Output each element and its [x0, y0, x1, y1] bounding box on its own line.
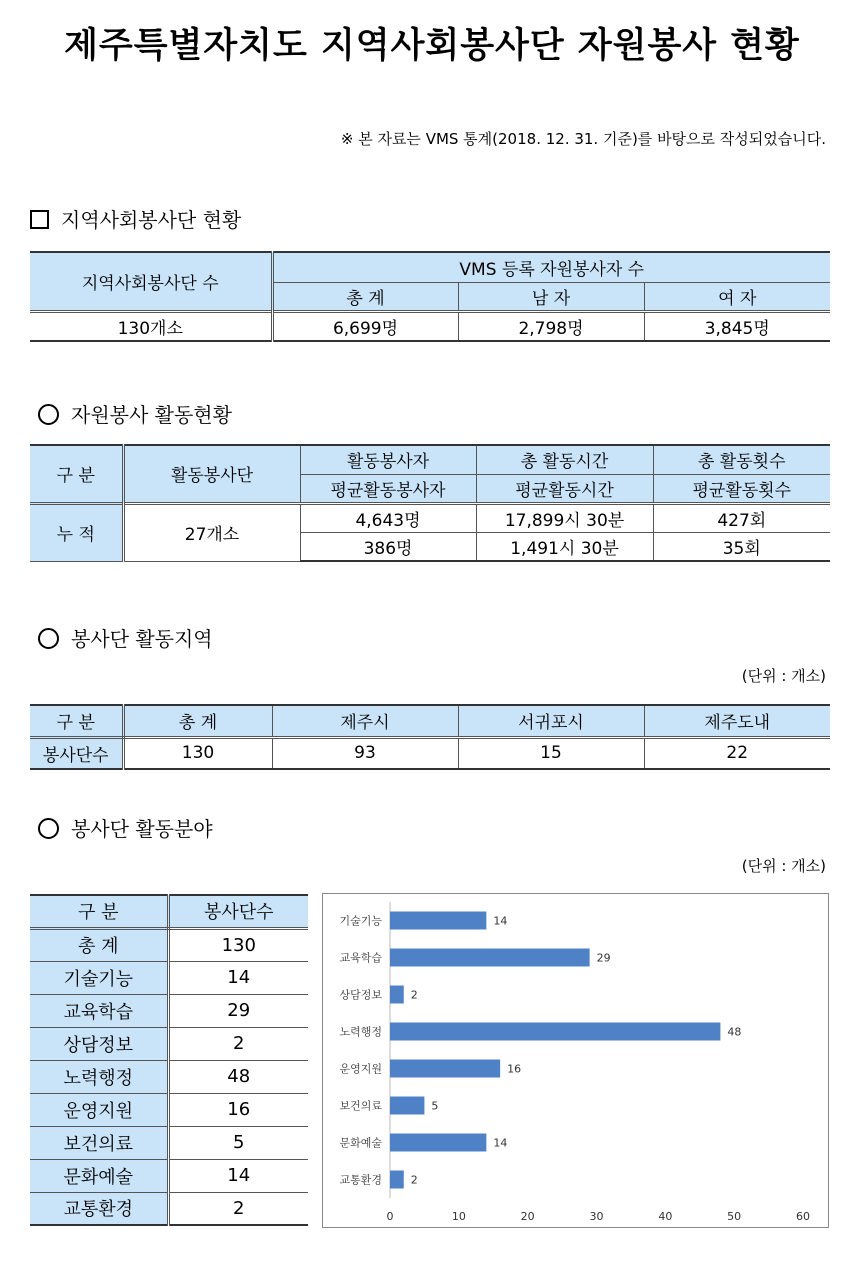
- category-tick-label: 기술기능: [339, 914, 382, 928]
- col-vms-header: VMS 등록 자원봉사자 수: [272, 252, 830, 282]
- field-value: 2: [168, 1192, 308, 1225]
- seogwipo-value: 15: [458, 737, 644, 769]
- data-label: 2: [410, 988, 418, 1002]
- field-label: 교육학습: [30, 994, 168, 1027]
- table-row: [30, 994, 308, 1027]
- field-value: 48: [168, 1060, 308, 1093]
- section1-heading-text: 지역사회봉사단 현황: [61, 208, 242, 232]
- male-value: 2,798명: [458, 311, 644, 341]
- section4-unit: (단위 : 개소): [741, 857, 826, 875]
- field-label: 기술기능: [30, 961, 168, 994]
- field-label: 상담정보: [30, 1027, 168, 1060]
- avg-times-value: 35회: [653, 532, 830, 561]
- section1-heading: [30, 204, 241, 233]
- category-tick-label: 교통환경: [339, 1173, 382, 1187]
- section3-unit: (단위 : 개소): [741, 667, 826, 685]
- table-row: [30, 1027, 308, 1060]
- outside-value: 22: [644, 737, 830, 769]
- data-label: 29: [596, 951, 611, 965]
- section4-heading: [38, 813, 213, 842]
- table-row: [30, 1060, 308, 1093]
- section4-heading-text: 봉사단 활동분야: [71, 817, 213, 841]
- field-value: 2: [168, 1027, 308, 1060]
- circle-bullet-icon: [38, 818, 59, 839]
- category-tick-label: 노력행정: [339, 1025, 382, 1039]
- community-group-table: [30, 251, 830, 342]
- field-total-value: 130: [168, 928, 308, 961]
- bar: [390, 1134, 486, 1152]
- field-value: 14: [168, 1159, 308, 1192]
- category-tick-label: 상담정보: [339, 988, 382, 1002]
- times-value: 427회: [653, 503, 830, 532]
- table-row: [30, 1192, 308, 1225]
- field-value: 14: [168, 961, 308, 994]
- table-row: [30, 961, 308, 994]
- col-count-header: 봉사단수: [168, 895, 308, 928]
- bar: [390, 912, 486, 930]
- data-label: 14: [493, 914, 508, 928]
- col-total-header: 총 계: [123, 705, 272, 737]
- activity-field-table: [30, 894, 308, 1226]
- activity-status-table: [30, 444, 830, 562]
- group-count-row-label: 봉사단수: [30, 737, 123, 769]
- col-avg-volunteers-header: 평균활동봉사자: [300, 474, 476, 503]
- x-tick-label: 60: [796, 1210, 810, 1223]
- col-times-header: 총 활동횟수: [653, 445, 830, 474]
- bar: [390, 986, 404, 1004]
- col-seogwipo-header: 서귀포시: [458, 705, 644, 737]
- field-label: 교통환경: [30, 1192, 168, 1225]
- table-row: [30, 1126, 308, 1159]
- bar-chart-svg: [323, 894, 828, 1227]
- field-value: 29: [168, 994, 308, 1027]
- source-note: ※ 본 자료는 VMS 통계(2018. 12. 31. 기준)를 바탕으로 작성되었습니다.: [340, 130, 826, 148]
- col-avg-times-header: 평균활동횟수: [653, 474, 830, 503]
- col-gubun-header: 구 분: [30, 705, 123, 737]
- table-row: [30, 1093, 308, 1126]
- total-value: 6,699명: [272, 311, 458, 341]
- field-total-label: 총 계: [30, 928, 168, 961]
- female-value: 3,845명: [644, 311, 830, 341]
- col-groups-header: 활동봉사단: [123, 445, 300, 503]
- bar: [390, 1060, 500, 1078]
- count-value: 130개소: [30, 311, 272, 341]
- cumulative-row-label: 누 적: [30, 503, 123, 561]
- category-tick-label: 문화예술: [339, 1136, 382, 1150]
- x-tick-label: 10: [451, 1210, 466, 1223]
- data-label: 5: [431, 1099, 439, 1113]
- activity-region-table: [30, 704, 830, 770]
- col-avg-hours-header: 평균활동시간: [476, 474, 653, 503]
- x-tick-label: 40: [658, 1210, 673, 1223]
- bar: [390, 1097, 424, 1115]
- col-gubun-header: 구 분: [30, 895, 168, 928]
- col-female-header: 여 자: [644, 282, 830, 311]
- volunteers-value: 4,643명: [300, 503, 476, 532]
- field-label: 노력행정: [30, 1060, 168, 1093]
- col-male-header: 남 자: [458, 282, 644, 311]
- bar: [390, 949, 590, 967]
- field-label: 운영지원: [30, 1093, 168, 1126]
- groups-value: 27개소: [123, 503, 300, 561]
- category-tick-label: 운영지원: [339, 1062, 382, 1076]
- circle-bullet-icon: [38, 404, 59, 425]
- field-value: 16: [168, 1093, 308, 1126]
- avg-volunteers-value: 386명: [300, 532, 476, 561]
- col-jeju-header: 제주시: [272, 705, 458, 737]
- region-total-value: 130: [123, 737, 272, 769]
- x-tick-label: 30: [589, 1210, 604, 1223]
- category-tick-label: 보건의료: [339, 1099, 382, 1113]
- activity-field-bar-chart: [322, 893, 829, 1228]
- field-label: 보건의료: [30, 1126, 168, 1159]
- col-outside-header: 제주도내: [644, 705, 830, 737]
- data-label: 14: [493, 1136, 508, 1150]
- col-total-header: 총 계: [272, 282, 458, 311]
- jeju-value: 93: [272, 737, 458, 769]
- data-label: 16: [507, 1062, 522, 1076]
- x-tick-label: 20: [520, 1210, 535, 1223]
- bar: [390, 1171, 404, 1189]
- avg-hours-value: 1,491시 30분: [476, 532, 653, 561]
- section3-heading: [38, 623, 213, 652]
- page-title: 제주특별자치도 지역사회봉사단 자원봉사 현황: [64, 26, 800, 66]
- square-bullet-icon: [30, 210, 49, 229]
- section3-heading-text: 봉사단 활동지역: [71, 627, 213, 651]
- field-value: 5: [168, 1126, 308, 1159]
- col-gubun-header: 구 분: [30, 445, 123, 503]
- bar: [390, 1023, 720, 1041]
- hours-value: 17,899시 30분: [476, 503, 653, 532]
- data-label: 48: [727, 1025, 742, 1039]
- table-row: [30, 1159, 308, 1192]
- category-tick-label: 교육학습: [339, 951, 382, 965]
- col-volunteers-header: 활동봉사자: [300, 445, 476, 474]
- section2-heading-text: 자원봉사 활동현황: [71, 403, 232, 427]
- x-tick-label: 0: [386, 1210, 394, 1223]
- x-tick-label: 50: [727, 1210, 742, 1223]
- data-label: 2: [410, 1173, 418, 1187]
- field-label: 문화예술: [30, 1159, 168, 1192]
- col-hours-header: 총 활동시간: [476, 445, 653, 474]
- section2-heading: [38, 399, 232, 428]
- circle-bullet-icon: [38, 628, 59, 649]
- col-count-header: 지역사회봉사단 수: [30, 252, 272, 311]
